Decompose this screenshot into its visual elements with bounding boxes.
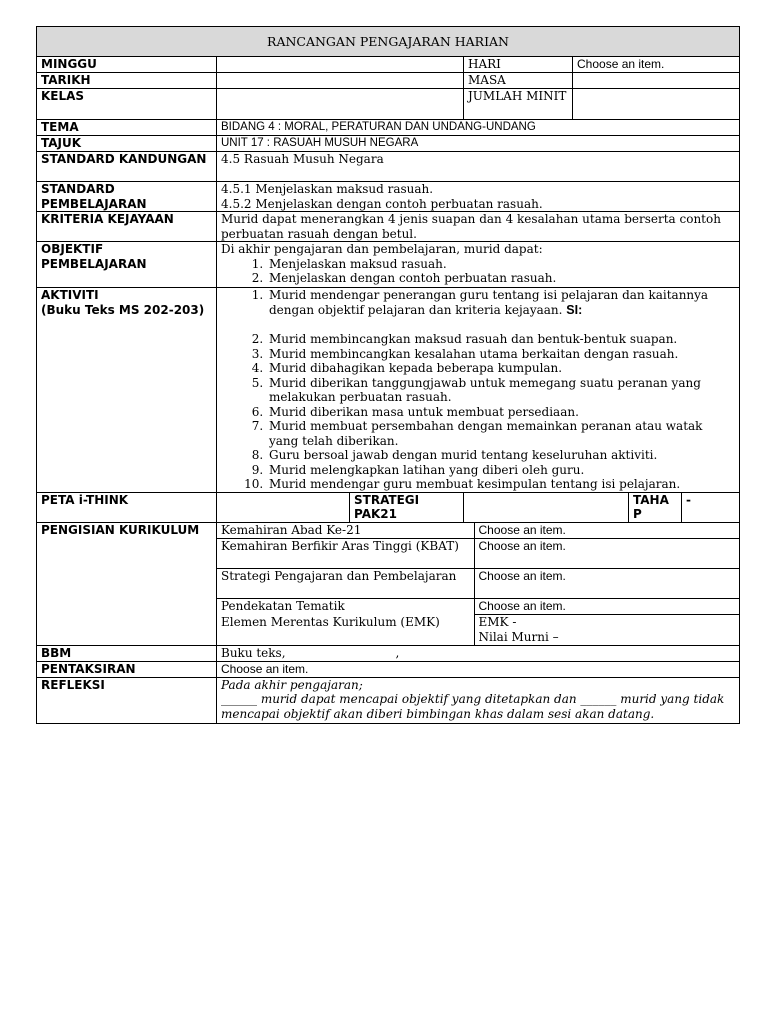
pengisian-item-name: Kemahiran Abad Ke-21	[217, 523, 474, 539]
kelas-row	[37, 89, 740, 120]
pengisian-item-name: Pendekatan Tematik	[217, 599, 474, 615]
standard-pembelajaran-row	[37, 182, 740, 212]
objektif-item: 1. Menjelaskan maksud rasuah.	[267, 257, 735, 272]
tarikh-row	[37, 73, 740, 89]
minggu-row	[37, 57, 740, 73]
objektif-label: OBJEKTIF PEMBELAJARAN	[37, 242, 217, 288]
masa-value[interactable]	[573, 73, 740, 89]
emk-line: EMK -	[478, 615, 517, 629]
tarikh-value[interactable]	[217, 73, 464, 89]
pentaksiran-row	[37, 661, 740, 677]
tajuk-value: UNIT 17 : RASUAH MUSUH NEGARA	[217, 136, 740, 152]
tarikh-label: TARIKH	[37, 73, 217, 89]
lesson-plan-table	[36, 26, 740, 724]
aktiviti-item: 6. Murid diberikan masa untuk membuat persediaan.	[267, 405, 735, 420]
tahap-value: -	[682, 492, 740, 522]
standard-pembelajaran-value	[217, 182, 740, 212]
hari-label: HARI	[464, 57, 573, 73]
kelas-label: KELAS	[37, 89, 217, 120]
aktiviti-item: 2. Murid membincangkan maksud rasuah dan bentuk-bentuk suapan.	[267, 332, 735, 347]
peta-label: PETA i-THINK	[37, 492, 217, 522]
kriteria-label: KRITERIA KEJAYAAN	[37, 212, 217, 242]
aktiviti-item-text: Murid mendengar penerangan guru tentang isi pelajaran dan kaitannya dengan objektif pelajaran dan kriteria kejayaan.	[269, 288, 709, 317]
aktiviti-item: 10. Murid mendengar guru membuat kesimpulan tentang isi pelajaran.	[267, 477, 735, 492]
pengisian-row	[37, 522, 740, 645]
pengisian-item-row	[217, 523, 739, 539]
aktiviti-item	[267, 288, 735, 332]
kriteria-value: Murid dapat menerangkan 4 jenis suapan dan 4 kesalahan utama berserta contoh perbuatan rasuah dengan betul.	[217, 212, 740, 242]
standard-pembelajaran-line: 4.5.2 Menjelaskan dengan contoh perbuatan rasuah.	[221, 196, 543, 211]
standard-kandungan-label: STANDARD KANDUNGAN	[37, 152, 217, 182]
peta-row	[37, 492, 740, 522]
tajuk-row	[37, 136, 740, 152]
standard-kandungan-value: 4.5 Rasuah Musuh Negara	[217, 152, 740, 182]
aktiviti-value	[217, 288, 740, 493]
standard-kandungan-row	[37, 152, 740, 182]
tema-value: BIDANG 4 : MORAL, PERATURAN DAN UNDANG-UNDANG	[217, 120, 740, 136]
refleksi-line: ______ murid dapat mencapai objektif yang ditetapkan dan ______ murid yang tidak mencapai objektif akan diberi bimbingan khas dalam sesi akan datang.	[221, 692, 725, 721]
bbm-text: Buku teks,	[221, 645, 286, 660]
objektif-value	[217, 242, 740, 288]
jumlah-minit-value[interactable]	[573, 89, 740, 120]
aktiviti-item: 4. Murid dibahagikan kepada beberapa kumpulan.	[267, 361, 735, 376]
minggu-value[interactable]	[217, 57, 464, 73]
aktiviti-row	[37, 288, 740, 493]
aktiviti-item: 7. Murid membuat persembahan dengan memainkan peranan atau watak yang telah diberikan.	[267, 419, 735, 448]
refleksi-value	[217, 677, 740, 723]
aktiviti-item: 3. Murid membincangkan kesalahan utama berkaitan dengan rasuah.	[267, 347, 735, 362]
nilai-murni-line: Nilai Murni –	[478, 629, 559, 644]
pengisian-item-name: Elemen Merentas Kurikulum (EMK)	[217, 615, 474, 645]
bbm-value	[217, 645, 740, 661]
pengisian-item-name: Strategi Pengajaran dan Pembelajaran	[217, 569, 474, 599]
refleksi-row	[37, 677, 740, 723]
aktiviti-list	[221, 288, 735, 492]
pengisian-item-row	[217, 615, 739, 645]
jumlah-minit-label: JUMLAH MINIT	[464, 89, 573, 120]
pentaksiran-dropdown[interactable]: Choose an item.	[217, 661, 740, 677]
lesson-plan-document	[36, 26, 739, 724]
pengisian-item-row	[217, 569, 739, 599]
title-row	[37, 27, 740, 57]
aktiviti-item: 8. Guru bersoal jawab dengan murid tentang keseluruhan aktiviti.	[267, 448, 735, 463]
peta-value[interactable]	[217, 492, 350, 522]
objektif-item: 2. Menjelaskan dengan contoh perbuatan rasuah.	[267, 271, 735, 286]
pengisian-item-dropdown[interactable]: Choose an item.	[474, 523, 739, 539]
document-title: RANCANGAN PENGAJARAN HARIAN	[37, 27, 740, 57]
tahap-label: TAHA P	[629, 492, 682, 522]
hari-dropdown[interactable]: Choose an item.	[573, 57, 740, 73]
pengisian-cell	[217, 522, 740, 645]
pengisian-item-row	[217, 539, 739, 569]
objektif-intro: Di akhir pengajaran dan pembelajaran, murid dapat:	[221, 242, 543, 256]
kelas-value[interactable]	[217, 89, 464, 120]
masa-label: MASA	[464, 73, 573, 89]
pengisian-item-name: Kemahiran Berfikir Aras Tinggi (KBAT)	[217, 539, 474, 569]
pentaksiran-label: PENTAKSIRAN	[37, 661, 217, 677]
bbm-row	[37, 645, 740, 661]
kriteria-row	[37, 212, 740, 242]
strategi-label: STRATEGI PAK21	[350, 492, 464, 522]
spacer	[269, 317, 735, 332]
pengisian-item-dropdown[interactable]: Choose an item.	[474, 599, 739, 615]
standard-pembelajaran-label: STANDARD PEMBELAJARAN	[37, 182, 217, 212]
strategi-value[interactable]	[464, 492, 629, 522]
pengisian-table	[217, 523, 739, 645]
emk-value	[474, 615, 739, 645]
tema-row	[37, 120, 740, 136]
aktiviti-item: 9. Murid melengkapkan latihan yang diberi oleh guru.	[267, 463, 735, 478]
aktiviti-label-cell	[37, 288, 217, 493]
bbm-text: ,	[395, 645, 400, 660]
objektif-row	[37, 242, 740, 288]
refleksi-line: Pada akhir pengajaran;	[221, 677, 363, 692]
aktiviti-label: AKTIVITI	[41, 288, 99, 302]
standard-pembelajaran-line: 4.5.1 Menjelaskan maksud rasuah.	[221, 182, 434, 196]
aktiviti-item: 5. Murid diberikan tanggungjawab untuk memegang suatu peranan yang melakukan perbuatan rasuah.	[267, 376, 735, 405]
refleksi-label: REFLEKSI	[37, 677, 217, 723]
pengisian-item-row	[217, 599, 739, 615]
bbm-label: BBM	[37, 645, 217, 661]
tema-label: TEMA	[37, 120, 217, 136]
si-tag: SI:	[566, 302, 583, 317]
tajuk-label: TAJUK	[37, 136, 217, 152]
pengisian-item-dropdown[interactable]: Choose an item.	[474, 539, 739, 569]
minggu-label: MINGGU	[37, 57, 217, 73]
pengisian-item-dropdown[interactable]: Choose an item.	[474, 569, 739, 599]
objektif-list	[221, 257, 735, 286]
aktiviti-sublabel: (Buku Teks MS 202-203)	[41, 302, 205, 317]
pengisian-label: PENGISIAN KURIKULUM	[37, 522, 217, 645]
